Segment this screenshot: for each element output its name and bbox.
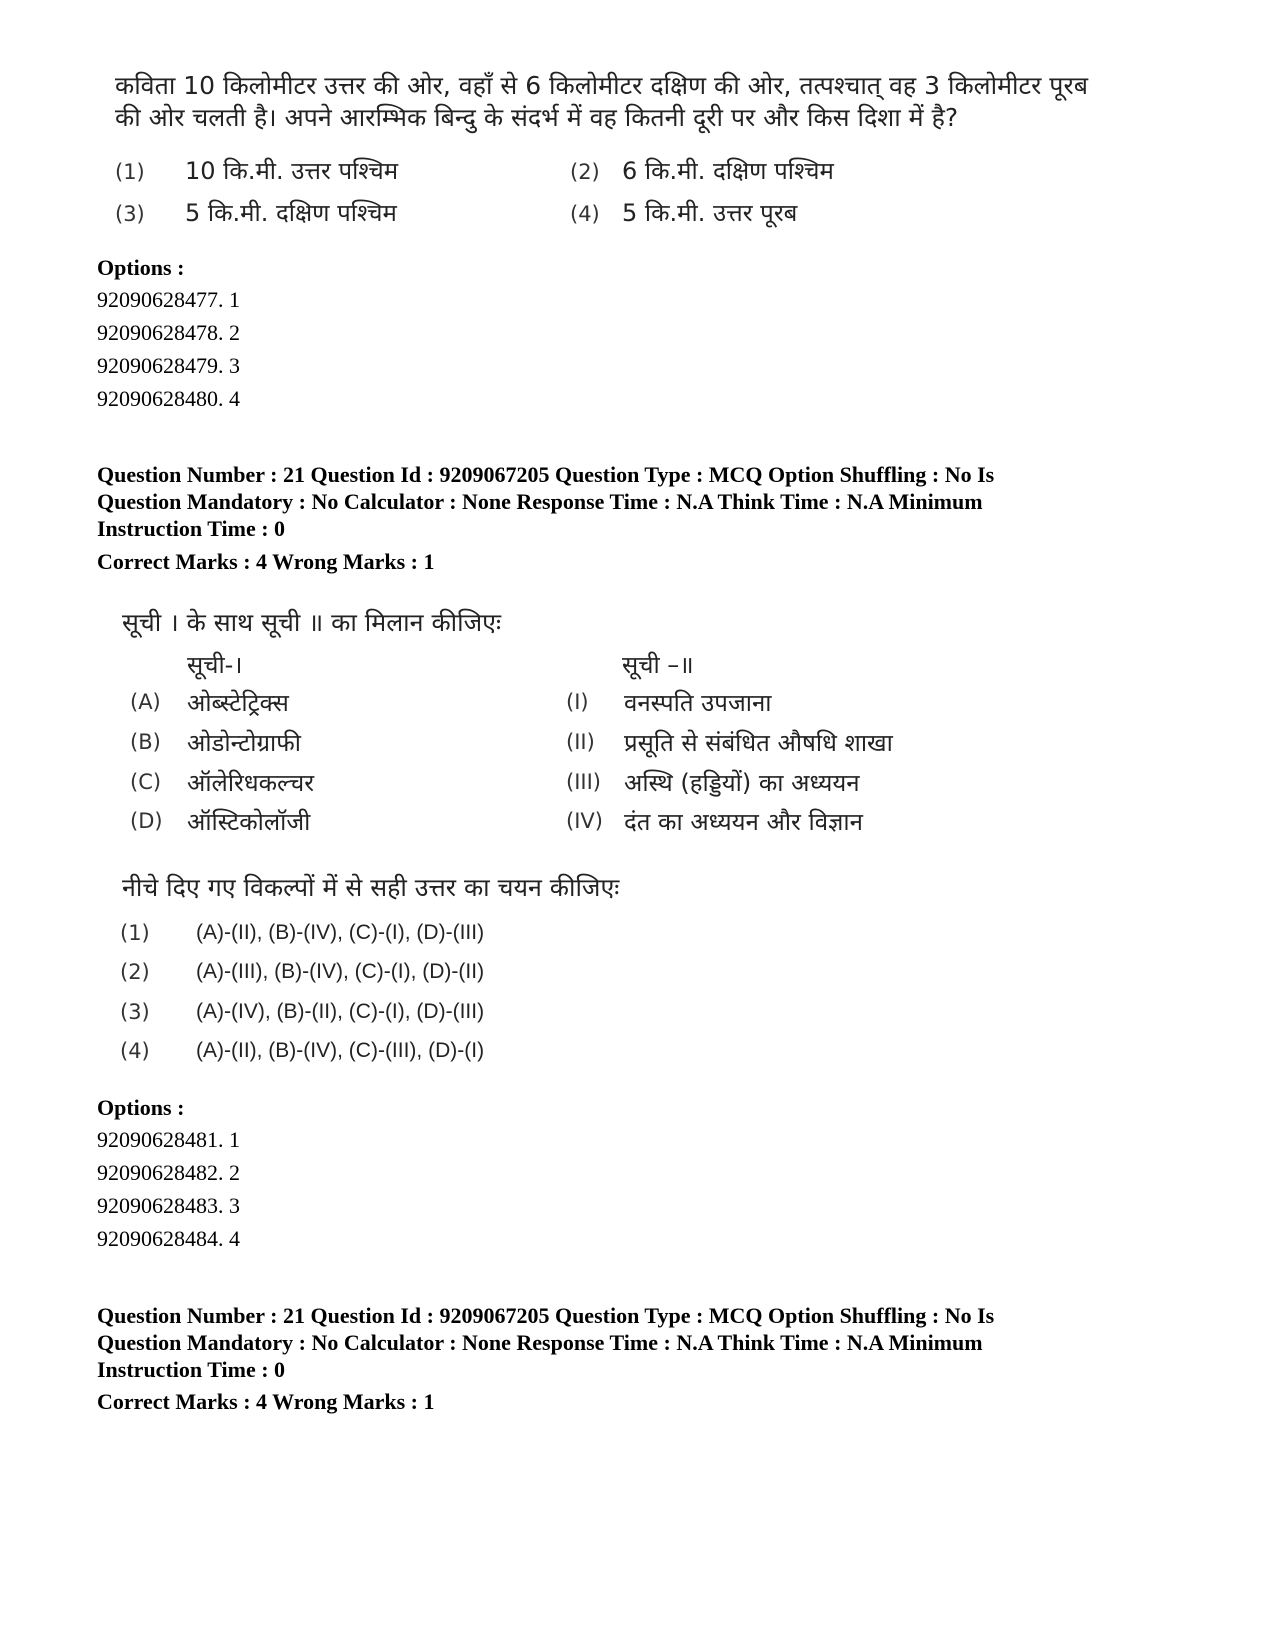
choice-number: (2): [570, 160, 600, 184]
question-20-option-id-4: 92090628480. 4: [97, 386, 240, 411]
list-1-label-d: (D): [130, 809, 163, 833]
answer-1-text: (A)-(II), (B)-(IV), (C)-(I), (D)-(III): [196, 921, 485, 944]
list-1-label-c: (C): [130, 770, 162, 794]
answer-1-number: (1): [120, 921, 150, 945]
choice-number: (1): [115, 160, 145, 184]
answer-4-number: (4): [120, 1039, 150, 1063]
question-21-option-id-2: 92090628482. 2: [97, 1160, 240, 1185]
next-question-marks: Correct Marks : 4 Wrong Marks : 1: [97, 1389, 435, 1414]
list-2-heading: सूची –॥: [622, 651, 694, 679]
list-2-item-iii: अस्थि (हड्डियों) का अध्ययन: [624, 769, 860, 797]
question-20-choice-3: [115, 197, 397, 229]
question-20-choice-1: [115, 155, 398, 187]
question-21-option-id-3: 92090628483. 3: [97, 1193, 240, 1218]
list-1-heading: सूची-।: [187, 651, 243, 679]
answer-3-number: (3): [120, 1000, 150, 1024]
answer-2-text: (A)-(III), (B)-(IV), (C)-(I), (D)-(II): [196, 960, 485, 983]
question-20-stem-line-1: कविता 10 किलोमीटर उत्तर की ओर, वहाँ से 6 किलोमीटर दक्षिण की ओर, तत्पश्चात् वह 3 किलोमीटर पूरब: [115, 71, 1088, 100]
question-21-option-id-4: 92090628484. 4: [97, 1226, 240, 1251]
question-21-title: सूची । के साथ सूची ॥ का मिलान कीजिएः: [122, 608, 502, 637]
list-2-item-iv: दंत का अध्ययन और विज्ञान: [624, 808, 863, 836]
choice-text: 10 कि.मी. उत्तर पश्चिम: [185, 157, 399, 185]
answer-3-text: (A)-(IV), (B)-(II), (C)-(I), (D)-(III): [196, 1000, 485, 1023]
list-1-item-c: ऑलेरिधकल्चर: [187, 769, 315, 797]
question-21-meta-line-2: Question Mandatory : No Calculator : None Response Time : N.A Think Time : N.A Minimum: [97, 489, 983, 514]
question-20-stem: [115, 70, 1115, 134]
list-1-label-b: (B): [130, 730, 161, 754]
choice-number: (4): [570, 202, 600, 226]
list-2-item-ii: प्रसूति से संबंधित औषधि शाखा: [624, 729, 893, 757]
next-question-meta-line-1: Question Number : 21 Question Id : 9209067205 Question Type : MCQ Option Shuffling : No Is: [97, 1303, 995, 1328]
question-20-option-id-3: 92090628479. 3: [97, 353, 240, 378]
question-21-options-label: Options :: [97, 1095, 185, 1120]
question-21-meta-line-1: Question Number : 21 Question Id : 9209067205 Question Type : MCQ Option Shuffling : No Is: [97, 462, 995, 487]
choice-number: (3): [115, 202, 145, 226]
question-20-choice-2: [570, 155, 834, 187]
choice-text: 5 कि.मी. दक्षिण पश्चिम: [185, 199, 397, 227]
list-2-item-i: वनस्पति उपजाना: [624, 689, 772, 717]
list-1-item-d: ऑस्टिकोलॉजी: [187, 808, 311, 836]
question-21-meta-line-3: Instruction Time : 0: [97, 516, 286, 541]
list-2-label-iv: (IV): [566, 809, 603, 833]
list-2-label-i: (I): [566, 690, 589, 714]
list-1-item-a: ओब्स्टेट्रिक्स: [187, 689, 289, 717]
question-20-choice-4: [570, 197, 797, 229]
choice-text: 6 कि.मी. दक्षिण पश्चिम: [622, 157, 834, 185]
question-20-option-id-1: 92090628477. 1: [97, 287, 240, 312]
list-2-label-iii: (III): [566, 770, 601, 794]
question-20-stem-line-2: की ओर चलती है। अपने आरम्भिक बिन्दु के संदर्भ में वह कितनी दूरी पर और किस दिशा में है?: [115, 103, 959, 132]
list-1-label-a: (A): [130, 690, 161, 714]
answer-2-number: (2): [120, 960, 150, 984]
question-20-options-label: Options :: [97, 255, 185, 280]
question-20-option-id-2: 92090628478. 2: [97, 320, 240, 345]
answer-4-text: (A)-(II), (B)-(IV), (C)-(III), (D)-(I): [196, 1039, 485, 1062]
list-2-label-ii: (II): [566, 730, 595, 754]
next-question-meta-line-3: Instruction Time : 0: [97, 1357, 286, 1382]
choice-text: 5 कि.मी. उत्तर पूरब: [622, 199, 798, 227]
list-1-item-b: ओडोन्टोग्राफी: [187, 729, 301, 757]
question-21-prompt: नीचे दिए गए विकल्पों में से सही उत्तर का चयन कीजिएः: [122, 873, 620, 902]
question-21-option-id-1: 92090628481. 1: [97, 1127, 240, 1152]
question-21-marks: Correct Marks : 4 Wrong Marks : 1: [97, 549, 435, 574]
next-question-meta-line-2: Question Mandatory : No Calculator : None Response Time : N.A Think Time : N.A Minimum: [97, 1330, 983, 1355]
